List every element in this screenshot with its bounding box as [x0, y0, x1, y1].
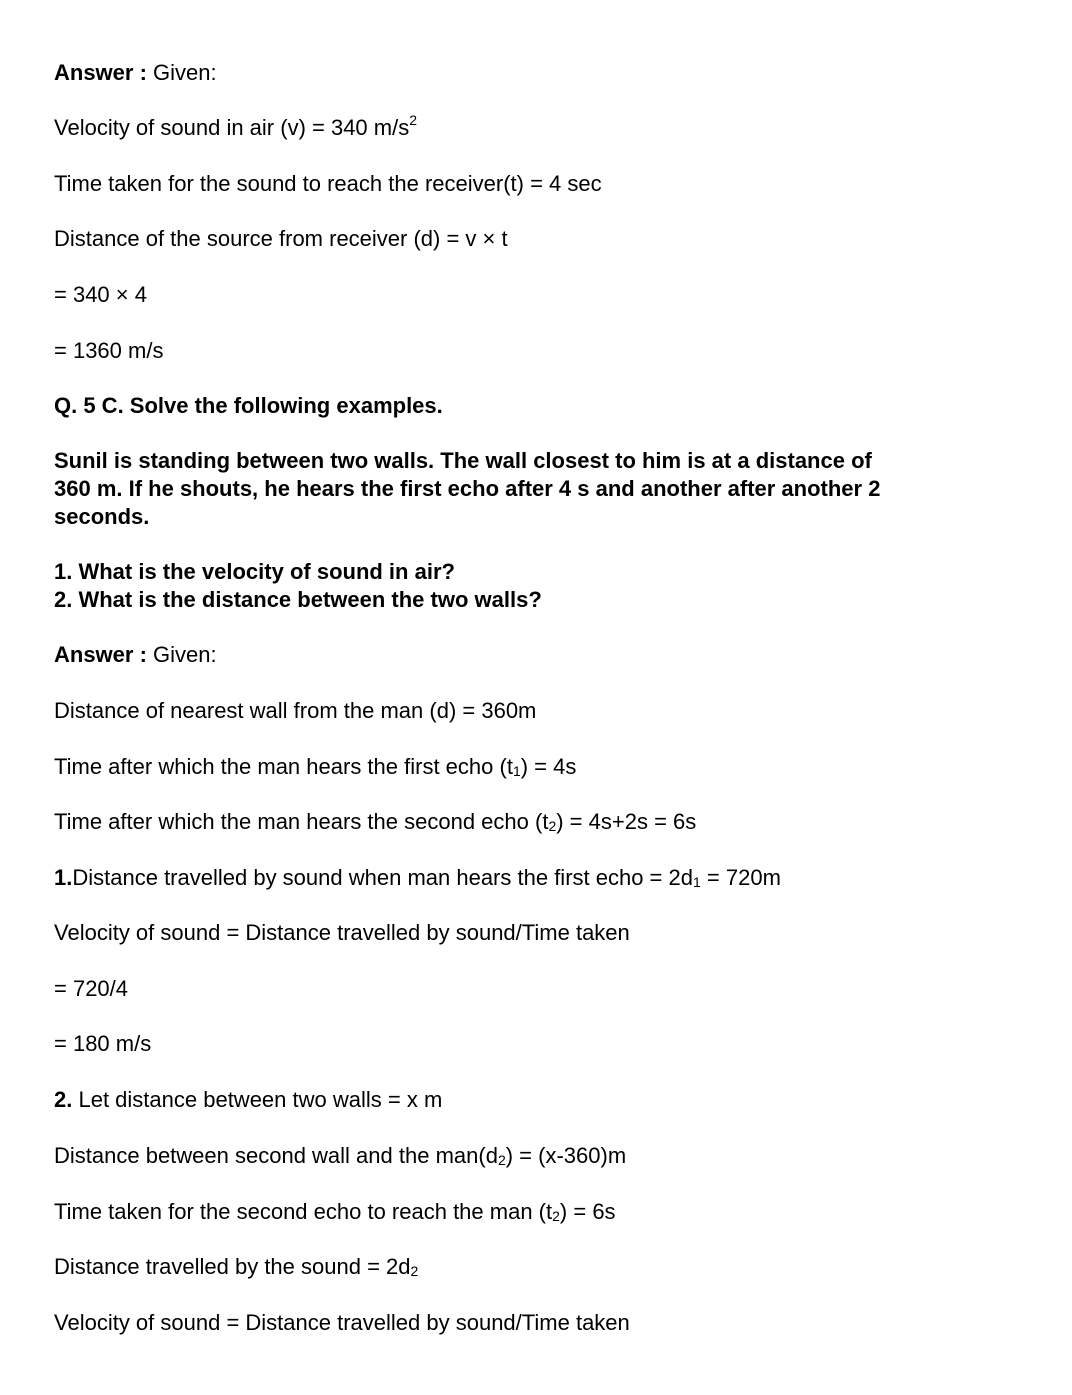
answer-label: Answer :	[54, 60, 147, 85]
velocity-superscript: 2	[409, 112, 418, 128]
t2-line	[54, 808, 696, 836]
velocity-line	[54, 114, 417, 142]
calc-line-2: = 1360 m/s	[54, 338, 164, 363]
time-line: Time taken for the sound to reach the receiver(t) = 4 sec	[54, 171, 602, 196]
t2b-text: Time taken for the second echo to reach the man (t	[54, 1199, 553, 1224]
t1-line	[54, 753, 576, 781]
velocity-formula-line-1: Velocity of sound = Distance travelled by sound/Time taken	[54, 920, 630, 945]
part1-value: = 720m	[700, 865, 781, 890]
velocity-text: Velocity of sound in air (v) = 340 m/s	[54, 115, 410, 140]
d2-value: ) = (x-360)m	[505, 1143, 627, 1168]
part1-subscript: 1	[693, 874, 701, 890]
calc-line-a: = 720/4	[54, 976, 129, 1001]
part2-line	[54, 1086, 442, 1114]
distance-travelled-subscript: 2	[410, 1263, 419, 1279]
part1-line	[54, 864, 781, 892]
t2b-line	[54, 1198, 616, 1226]
t1-value: ) = 4s	[520, 754, 577, 779]
sub-question-1: 1. What is the velocity of sound in air?	[54, 559, 455, 584]
calc-line-1: = 340 × 4	[54, 282, 147, 307]
velocity-formula-line-2: Velocity of sound = Distance travelled by sound/Time taken	[54, 1310, 630, 1335]
t2-subscript: 2	[548, 818, 557, 834]
d2-line	[54, 1142, 626, 1170]
answer-heading-1	[54, 59, 217, 87]
nearest-wall-line: Distance of nearest wall from the man (d) = 360m	[54, 698, 537, 723]
part2-number: 2.	[54, 1087, 73, 1112]
distance-travelled-line	[54, 1253, 418, 1281]
distance-formula-line: Distance of the source from receiver (d) = v × t	[54, 226, 508, 251]
sub-question-2: 2. What is the distance between the two walls?	[54, 587, 542, 612]
question-title: Q. 5 C. Solve the following examples.	[54, 393, 443, 418]
distance-travelled-text: Distance travelled by the sound = 2d	[54, 1254, 411, 1279]
t2b-subscript: 2	[552, 1208, 560, 1224]
part1-number: 1.	[54, 865, 73, 890]
question-statement-line-3: seconds.	[54, 504, 150, 529]
part1-text: Distance travelled by sound when man hears the first echo = 2d	[72, 865, 693, 890]
t1-text: Time after which the man hears the first echo (t	[54, 754, 513, 779]
part2-text: Let distance between two walls = x m	[72, 1087, 443, 1112]
question-statement-line-2: 360 m. If he shouts, he hears the first echo after 4 s and another after another 2	[54, 476, 881, 501]
t2-value: ) = 4s+2s = 6s	[556, 809, 697, 834]
answer-heading-2	[54, 641, 217, 669]
answer-label: Answer :	[54, 642, 147, 667]
given-text: Given:	[146, 642, 217, 667]
t2b-value: ) = 6s	[559, 1199, 616, 1224]
d2-text: Distance between second wall and the man(d	[54, 1143, 498, 1168]
t2-text: Time after which the man hears the second echo (t	[54, 809, 549, 834]
d2-subscript: 2	[497, 1152, 506, 1168]
given-text: Given:	[146, 60, 217, 85]
t1-subscript: 1	[512, 763, 521, 779]
calc-line-b: = 180 m/s	[54, 1031, 152, 1056]
question-statement-line-1: Sunil is standing between two walls. The wall closest to him is at a distance of	[54, 448, 872, 473]
